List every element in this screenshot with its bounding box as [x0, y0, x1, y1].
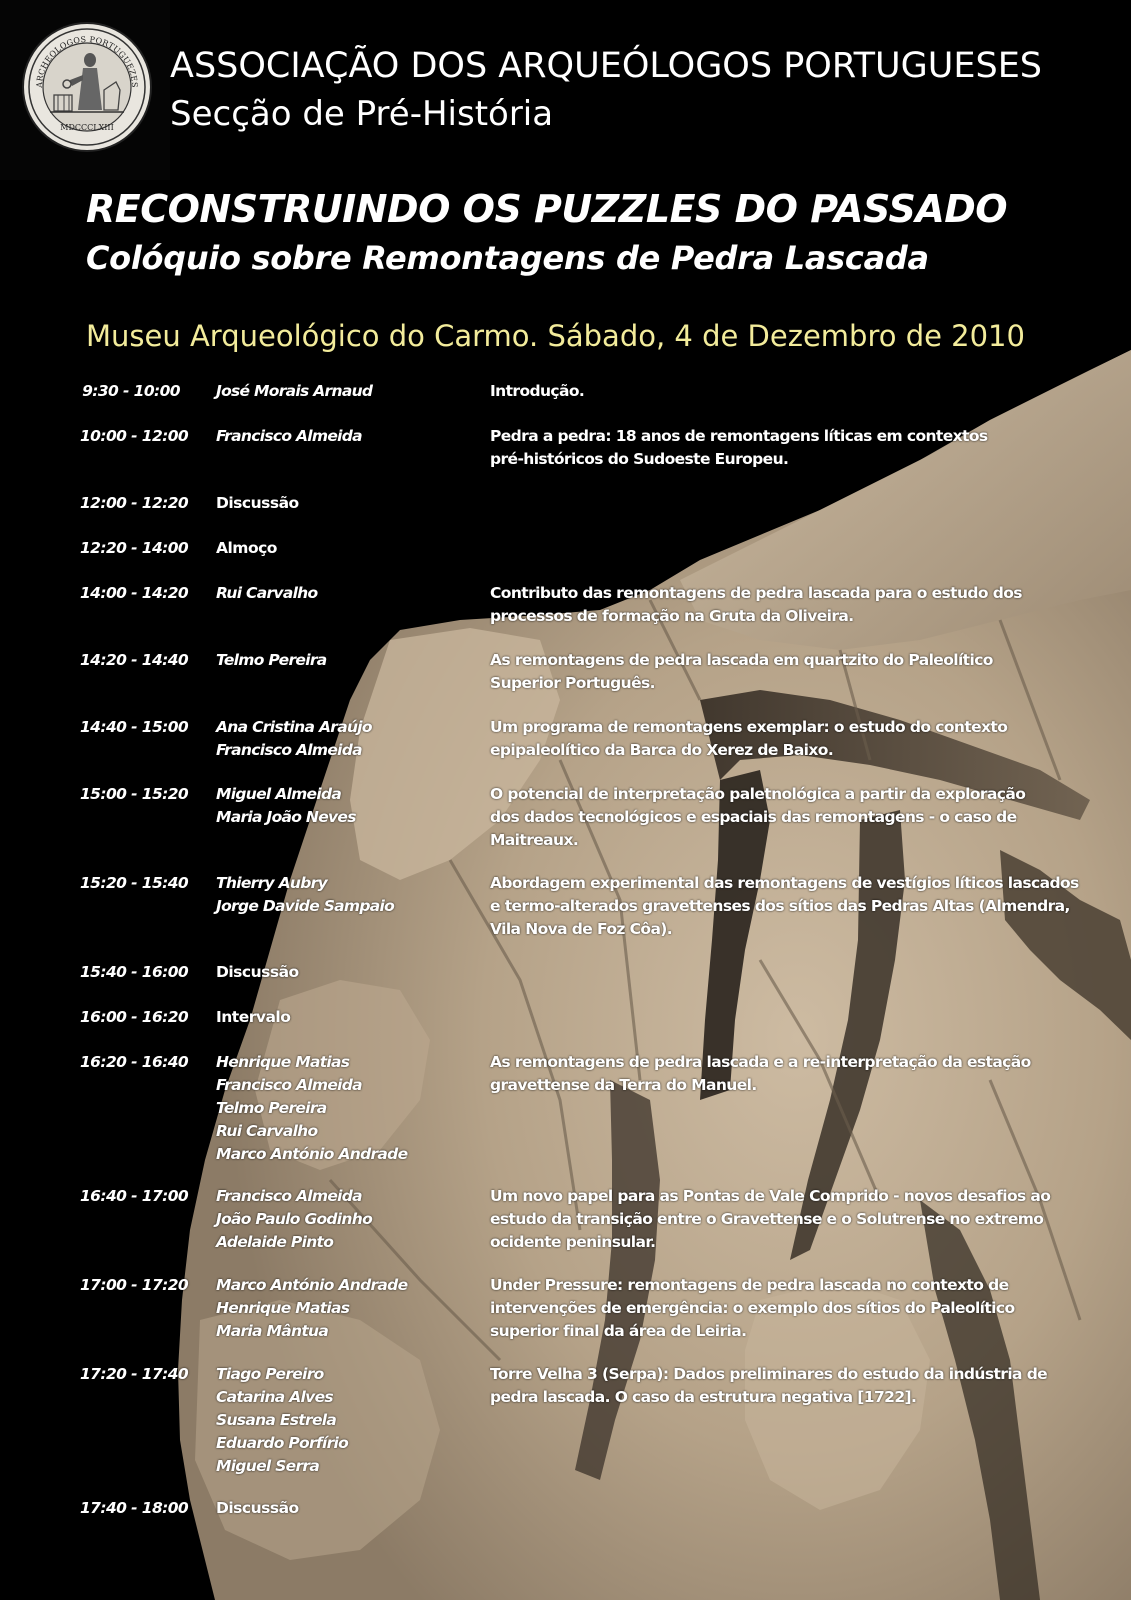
- talk-title: [490, 872, 1079, 941]
- talk-title-line: Superior Português.: [490, 674, 655, 692]
- speaker-name: Telmo Pereira: [216, 651, 327, 669]
- session-time: 10:00 - 12:00: [80, 427, 189, 445]
- speaker-name: Miguel Almeida: [216, 785, 342, 803]
- venue-date: Museu Arqueológico do Carmo. Sábado, 4 de Dezembro de 2010: [86, 319, 1025, 353]
- speaker-name: Francisco Almeida: [216, 1076, 362, 1094]
- session-speakers: [216, 425, 466, 448]
- session-time: 14:00 - 14:20: [80, 584, 189, 602]
- association-seal-logo: [20, 20, 154, 154]
- speaker-name: Jorge Davide Sampaio: [216, 897, 395, 915]
- speaker-name: Thierry Aubry: [216, 874, 327, 892]
- session-label: Discussão: [216, 1499, 299, 1517]
- talk-title: [490, 783, 1060, 852]
- talk-title-line: As remontagens de pedra lascada em quartzito do Paleolítico: [490, 651, 993, 669]
- svg-text:MDCCCLXIII: MDCCCLXIII: [60, 123, 114, 132]
- talk-title-line: Abordagem experimental das remontagens de vestígios líticos lascados: [490, 874, 1079, 892]
- speaker-name: José Morais Arnaud: [216, 382, 373, 400]
- association-name: ASSOCIAÇÃO DOS ARQUEÓLOGOS PORTUGUESES: [170, 46, 1043, 86]
- session-label: Discussão: [216, 963, 299, 981]
- talk-title-line: e termo-alterados gravettenses dos sítios das Pedras Altas (Almendra,: [490, 897, 1070, 915]
- talk-title-line: Maitreaux.: [490, 831, 579, 849]
- speaker-name: Francisco Almeida: [216, 1187, 362, 1205]
- session-speakers: [216, 649, 466, 672]
- talk-title-line: intervenções de emergência: o exemplo dos sítios do Paleolítico: [490, 1299, 1015, 1317]
- session-time: 17:00 - 17:20: [80, 1276, 189, 1294]
- talk-title: [490, 649, 1060, 695]
- session-label: Almoço: [216, 539, 277, 557]
- session-label: Discussão: [216, 494, 299, 512]
- talk-title-line: dos dados tecnológicos e espaciais das remontagens - o caso de: [490, 808, 1017, 826]
- session-time: 16:40 - 17:00: [80, 1187, 189, 1205]
- speaker-name: Catarina Alves: [216, 1388, 333, 1406]
- session-speakers: [216, 872, 466, 918]
- session-speakers: [216, 1274, 466, 1343]
- session-time: 15:40 - 16:00: [80, 963, 189, 981]
- talk-title-line: Under Pressure: remontagens de pedra lascada no contexto de: [490, 1276, 1009, 1294]
- session-speakers: [216, 1185, 466, 1254]
- session-time: 16:20 - 16:40: [80, 1053, 189, 1071]
- talk-title-line: ocidente peninsular.: [490, 1233, 656, 1251]
- talk-title-line: epipaleolítico da Barca do Xerez de Baixo.: [490, 741, 834, 759]
- session-time: 17:20 - 17:40: [80, 1365, 189, 1383]
- session-time: 14:40 - 15:00: [80, 718, 189, 736]
- speaker-name: Ana Cristina Araújo: [216, 718, 372, 736]
- speaker-name: Marco António Andrade: [216, 1276, 408, 1294]
- session-speakers: [216, 716, 466, 762]
- talk-title-line: Contributo das remontagens de pedra lascada para o estudo dos: [490, 584, 1022, 602]
- speaker-name: Eduardo Porfírio: [216, 1434, 349, 1452]
- talk-title: [490, 380, 1060, 403]
- session-speakers: [216, 1051, 466, 1166]
- speaker-name: Francisco Almeida: [216, 741, 362, 759]
- talk-title: [490, 1185, 1060, 1254]
- speaker-name: Tiago Pereiro: [216, 1365, 324, 1383]
- talk-title-line: processos de formação na Gruta da Oliveira.: [490, 607, 854, 625]
- session-speakers: [216, 380, 466, 403]
- speaker-name: Marco António Andrade: [216, 1145, 408, 1163]
- speaker-name: Adelaide Pinto: [216, 1233, 334, 1251]
- session-time: 15:20 - 15:40: [80, 874, 189, 892]
- session-speakers: [216, 582, 466, 605]
- talk-title-line: O potencial de interpretação paletnológica a partir da exploração: [490, 785, 1026, 803]
- session-label: Intervalo: [216, 1008, 291, 1026]
- talk-title: [490, 1363, 1060, 1409]
- talk-title-line: Torre Velha 3 (Serpa): Dados preliminares do estudo da indústria de: [490, 1365, 1048, 1383]
- talk-title-line: Um novo papel para as Pontas de Vale Comprido - novos desafios ao: [490, 1187, 1051, 1205]
- speaker-name: Maria Mântua: [216, 1322, 329, 1340]
- event-subtitle: Colóquio sobre Remontagens de Pedra Lascada: [86, 239, 929, 277]
- talk-title-line: Introdução.: [490, 382, 585, 400]
- speaker-name: Telmo Pereira: [216, 1099, 327, 1117]
- speaker-name: Francisco Almeida: [216, 427, 362, 445]
- speaker-name: Miguel Serra: [216, 1457, 320, 1475]
- talk-title-line: pré-históricos do Sudoeste Europeu.: [490, 450, 789, 468]
- talk-title-line: gravettense da Terra do Manuel.: [490, 1076, 757, 1094]
- speaker-name: Rui Carvalho: [216, 1122, 318, 1140]
- session-speakers: [216, 783, 466, 829]
- talk-title-line: As remontagens de pedra lascada e a re-interpretação da estação: [490, 1053, 1031, 1071]
- svg-text:ARCHEOLOGOS PORTUGUEZES: ARCHEOLOGOS PORTUGUEZES: [34, 34, 140, 89]
- speaker-name: Henrique Matias: [216, 1053, 350, 1071]
- talk-title-line: Vila Nova de Foz Côa).: [490, 920, 673, 938]
- session-time: 12:20 - 14:00: [80, 539, 189, 557]
- talk-title-line: estudo da transição entre o Gravettense e o Solutrense no extremo: [490, 1210, 1044, 1228]
- speaker-name: Henrique Matias: [216, 1299, 350, 1317]
- talk-title-line: pedra lascada. O caso da estrutura negativa [1722].: [490, 1388, 917, 1406]
- session-time: 9:30 - 10:00: [82, 382, 180, 400]
- session-speakers: [216, 1363, 466, 1478]
- speaker-name: Rui Carvalho: [216, 584, 318, 602]
- session-time: 16:00 - 16:20: [80, 1008, 189, 1026]
- talk-title: [490, 1051, 1060, 1097]
- session-time: 14:20 - 14:40: [80, 651, 189, 669]
- session-time: 12:00 - 12:20: [80, 494, 189, 512]
- talk-title-line: Um programa de remontagens exemplar: o estudo do contexto: [490, 718, 1008, 736]
- talk-title-line: Pedra a pedra: 18 anos de remontagens líticas em contextos: [490, 427, 988, 445]
- association-section: Secção de Pré-História: [170, 94, 554, 134]
- talk-title-line: superior final da área de Leiria.: [490, 1322, 747, 1340]
- talk-title: [490, 425, 1060, 471]
- talk-title: [490, 716, 1060, 762]
- speaker-name: João Paulo Godinho: [216, 1210, 373, 1228]
- speaker-name: Susana Estrela: [216, 1411, 337, 1429]
- event-title: RECONSTRUINDO OS PUZZLES DO PASSADO: [86, 187, 1008, 231]
- seal-area: [0, 0, 170, 180]
- talk-title: [490, 1274, 1060, 1343]
- session-time: 15:00 - 15:20: [80, 785, 189, 803]
- talk-title: [490, 582, 1060, 628]
- speaker-name: Maria João Neves: [216, 808, 356, 826]
- session-time: 17:40 - 18:00: [80, 1499, 189, 1517]
